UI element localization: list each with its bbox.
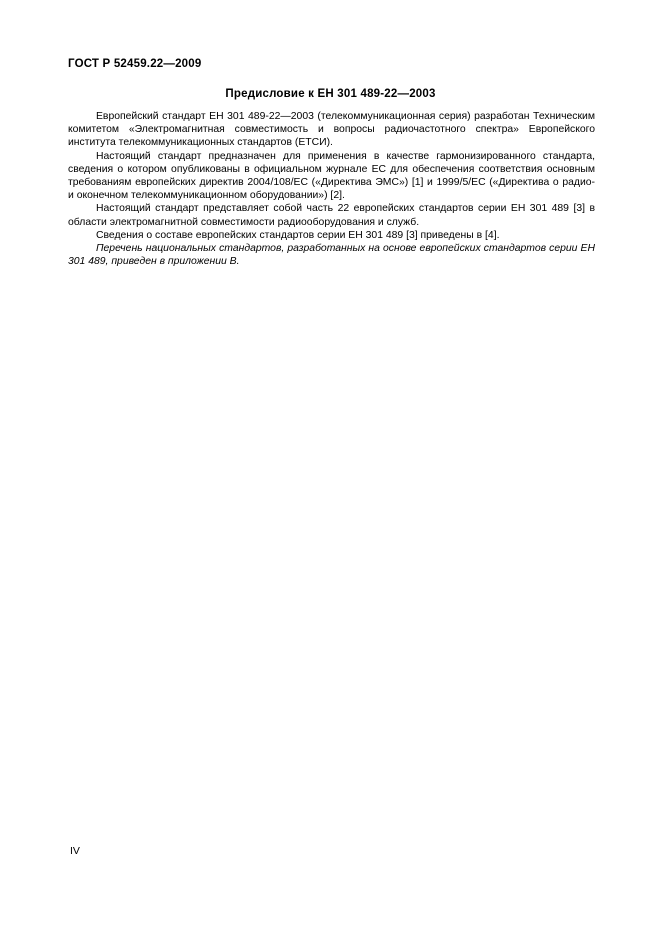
paragraph-3: Настоящий стандарт представляет собой часть 22 европейских стандартов серии ЕН 301 489 [3] в области электромагнитной совместимости радиооборудования и служб. <box>68 203 595 228</box>
paragraph-5: Перечень национальных стандартов, разработанных на основе европейских стандартов серии ЕН 301 489, приведен в приложении В. <box>68 243 595 268</box>
body-text <box>68 110 595 268</box>
page-title: Предисловие к ЕН 301 489-22—2003 <box>225 88 436 100</box>
standard-code-header: ГОСТ Р 52459.22—2009 <box>68 58 202 70</box>
page-number: IV <box>70 845 80 857</box>
paragraph-4: Сведения о составе европейских стандартов серии ЕН 301 489 [3] приведены в [4]. <box>96 229 500 241</box>
paragraph-2: Настоящий стандарт предназначен для применения в качестве гармонизированного стандарта, сведения о котором опубликованы в официальном журнале ЕС для обеспечения соответствия основным требованиям европейских директив 2004/108/ЕС («Директива ЭМС») [1] и 1999/5/ЕС («Директива о радио- и оконечном телекоммуникационном оборудовании») [2]. <box>68 150 595 202</box>
paragraph-1: Европейский стандарт ЕН 301 489-22—2003 (телекоммуникационная серия) разработан Техническим комитетом «Электромагнитная совместимость и вопросы радиочастотного спектра» Европейского института телекоммуникационных стандартов (ЕТСИ). <box>68 111 595 149</box>
